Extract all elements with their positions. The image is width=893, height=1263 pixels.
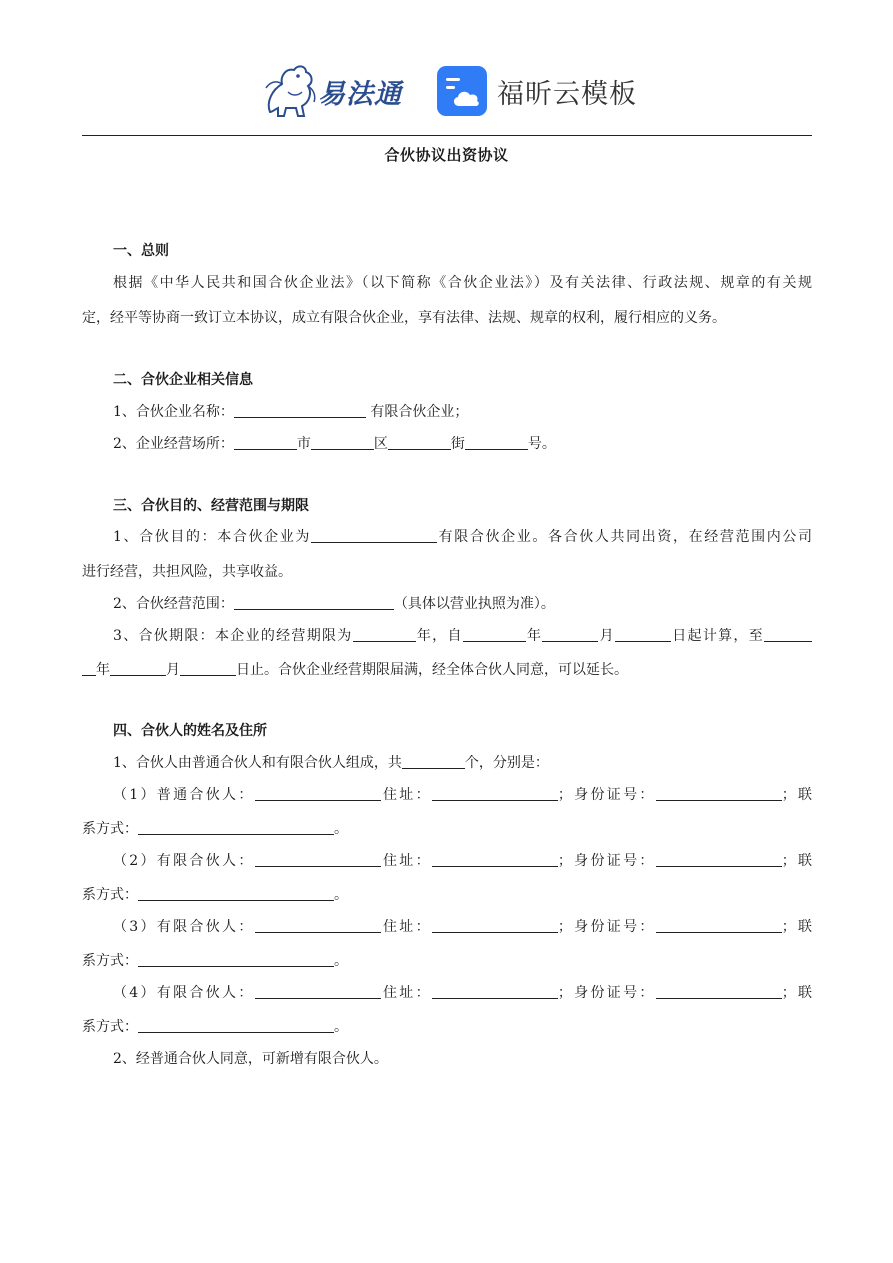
document-title: 合伙协议出资协议 <box>384 146 509 164</box>
partner-address-blank[interactable] <box>432 983 558 999</box>
paragraph-line: 根据《中华人民共和国合伙企业法》（以下简称《合伙企业法》）及有关法律、行政法规、规章的有关规 <box>113 275 812 291</box>
purpose-line: 1、合伙目的：本合伙企业为 有限合伙企业。各合伙人共同出资，在经营范围内公司 <box>113 529 812 545</box>
end-year-blank-part1[interactable] <box>764 626 812 642</box>
city-blank[interactable] <box>234 434 297 450</box>
district-blank[interactable] <box>311 434 374 450</box>
partner-contact-row: 系方式： 。 <box>82 1019 348 1035</box>
enterprise-name-blank[interactable] <box>234 402 366 418</box>
partner-contact-blank[interactable] <box>138 885 334 901</box>
partner-contact-blank[interactable] <box>138 1017 334 1033</box>
enterprise-name-line: 1、合伙企业名称： 有限合伙企业； <box>113 404 469 420</box>
partner-row: （1）普通合伙人： 住址： ；身份证号： ；联 <box>113 787 813 803</box>
business-location-line: 2、企业经营场所： 市 区 街 号。 <box>113 436 556 452</box>
partner-name-blank[interactable] <box>255 851 381 867</box>
partner-name-blank[interactable] <box>255 983 381 999</box>
partner-contact-blank[interactable] <box>138 951 334 967</box>
purpose-enterprise-blank[interactable] <box>311 527 437 543</box>
partner-contact-row: 系方式： 。 <box>82 953 348 969</box>
partner-row: （3）有限合伙人： 住址： ；身份证号： ；联 <box>113 919 813 935</box>
end-day-blank[interactable] <box>180 660 236 676</box>
partner-address-blank[interactable] <box>432 917 558 933</box>
section-heading-purpose-scope-term: 三、合伙目的、经营范围与期限 <box>113 498 309 514</box>
foxit-cloud-icon <box>437 66 487 116</box>
term-line: 3、合伙期限：本企业的经营期限为 年，自 年 月 日起计算，至 <box>113 626 812 646</box>
document-header <box>0 58 893 126</box>
partner-contact-row: 系方式： 。 <box>82 821 348 837</box>
paragraph-line: 进行经营，共担风险，共享收益。 <box>82 564 292 580</box>
partner-name-blank[interactable] <box>255 785 381 801</box>
partner-contact-blank[interactable] <box>138 819 334 835</box>
brand-yifatong: 易法通 <box>318 79 402 110</box>
partner-address-blank[interactable] <box>432 785 558 801</box>
section-heading-partners: 四、合伙人的姓名及住所 <box>113 723 267 739</box>
brand-foxit-template: 福昕云模板 <box>497 79 637 110</box>
section-heading-general: 一、总则 <box>113 243 169 259</box>
partner-address-blank[interactable] <box>432 851 558 867</box>
end-month-blank[interactable] <box>110 660 166 676</box>
partner-count-line: 1、合伙人由普通合伙人和有限合伙人组成，共 个，分别是： <box>113 755 549 771</box>
paragraph-line: 定，经平等协商一致订立本协议，成立有限合伙企业，享有法律、法规、规章的权利，履行相应的义务。 <box>82 310 726 326</box>
business-scope-line: 2、合伙经营范围： （具体以营业执照为准）。 <box>113 596 555 612</box>
partner-id-blank[interactable] <box>656 917 782 933</box>
header-divider <box>82 135 812 136</box>
end-year-blank-part2[interactable] <box>82 660 96 676</box>
partner-row: （4）有限合伙人： 住址： ；身份证号： ；联 <box>113 985 813 1001</box>
business-scope-blank[interactable] <box>234 594 394 610</box>
number-blank[interactable] <box>465 434 528 450</box>
start-year-blank[interactable] <box>463 626 526 642</box>
partner-id-blank[interactable] <box>656 851 782 867</box>
partner-count-blank[interactable] <box>402 753 465 769</box>
street-blank[interactable] <box>388 434 451 450</box>
partner-id-blank[interactable] <box>656 785 782 801</box>
partner-name-blank[interactable] <box>255 917 381 933</box>
term-line-2: 年 月 日止。合伙企业经营期限届满，经全体合伙人同意，可以延长。 <box>82 660 628 680</box>
section-heading-enterprise-info: 二、合伙企业相关信息 <box>113 372 253 388</box>
start-month-blank[interactable] <box>542 626 598 642</box>
partner-contact-row: 系方式： 。 <box>82 887 348 903</box>
partner-row: （2）有限合伙人： 住址： ；身份证号： ；联 <box>113 853 813 869</box>
term-years-blank[interactable] <box>353 626 416 642</box>
paragraph-line: 2、经普通合伙人同意，可新增有限合伙人。 <box>113 1051 388 1067</box>
partner-id-blank[interactable] <box>656 983 782 999</box>
start-day-blank[interactable] <box>615 626 671 642</box>
